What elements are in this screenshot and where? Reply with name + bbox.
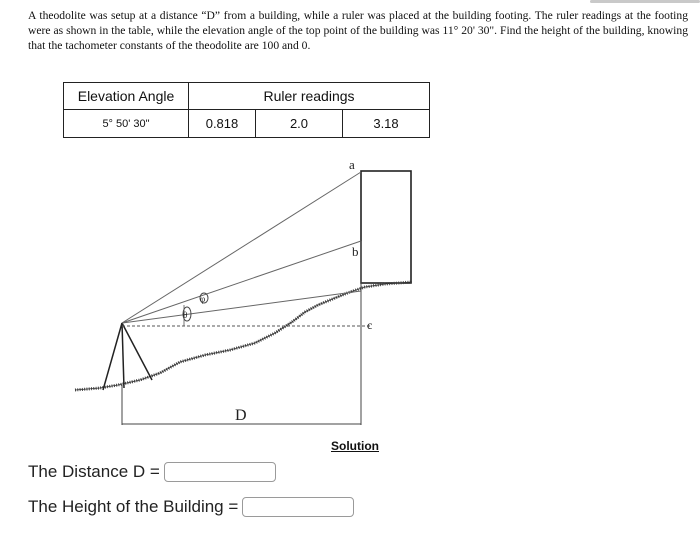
header-elevation-angle: Elevation Angle: [64, 83, 189, 110]
phi-label: φ: [200, 294, 206, 304]
cell-elevation-angle: 5° 50' 30": [64, 110, 189, 138]
label-a: a: [349, 157, 355, 172]
cell-reading-middle: 2.0: [256, 110, 343, 138]
table-header-row: [64, 83, 430, 110]
height-label: The Height of the Building =: [28, 497, 239, 516]
cell-reading-lower: 0.818: [189, 110, 256, 138]
sight-line-top: [122, 172, 361, 323]
tripod-leg-left: [103, 323, 122, 390]
sight-line-b: [122, 241, 361, 323]
header-ruler-readings: Ruler readings: [189, 83, 430, 110]
height-answer-row: [28, 497, 354, 517]
sight-line-footing: [122, 291, 361, 323]
label-c: c: [367, 318, 373, 332]
cell-reading-upper: 3.18: [343, 110, 430, 138]
distance-answer-row: [28, 462, 276, 482]
tripod-leg-middle: [122, 323, 124, 388]
distance-label: The Distance D =: [28, 462, 160, 481]
label-b: b: [352, 244, 359, 259]
distance-input[interactable]: [164, 462, 276, 482]
table-row: [64, 110, 430, 138]
solution-link[interactable]: Solution: [331, 439, 379, 453]
tripod-leg-right: [122, 323, 152, 380]
building-shape: [361, 171, 411, 283]
height-input[interactable]: [242, 497, 354, 517]
theodolite-diagram: [0, 140, 700, 440]
label-distance-d: D: [235, 407, 247, 424]
theta-label: θ: [183, 310, 188, 320]
top-scroll-indicator: [590, 0, 700, 3]
problem-statement: A theodolite was setup at a distance “D” from a building, while a ruler was placed at the building footing. The ruler readings at the footing were as shown in the table, while the elevation angle of the top point of the building was 11° 20' 30". Find the height of the building, knowing that the tachometer constants of the theodolite are 100 and 0.: [28, 9, 688, 52]
readings-table: [63, 82, 430, 138]
